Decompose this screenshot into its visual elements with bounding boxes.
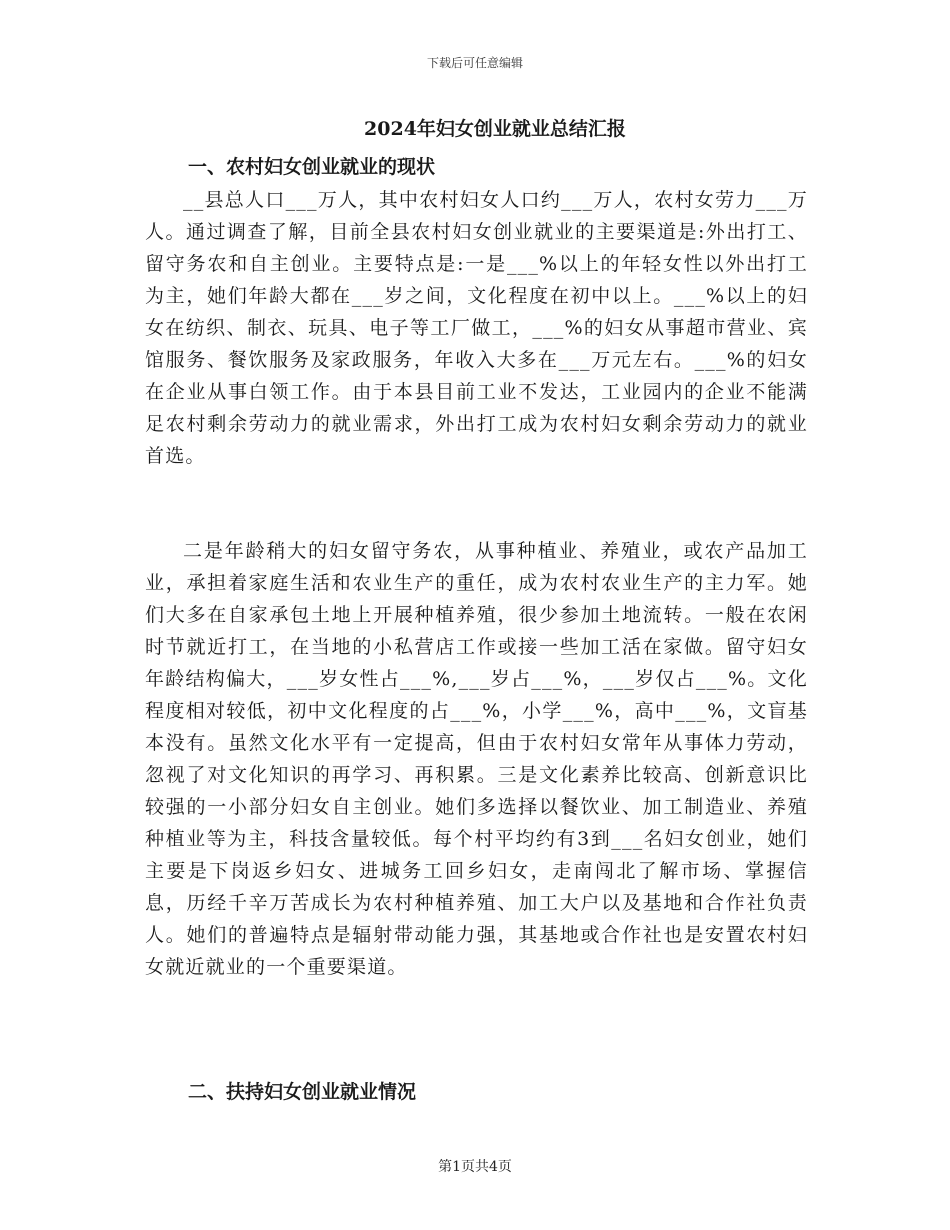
section-heading-2: 二、扶持妇女创业就业情况	[188, 1081, 417, 1103]
section-1-paragraph-1	[145, 184, 808, 472]
paragraph-text: 二是年龄稍大的妇女留守务农，从事种植业、养殖业，或农产品加工业，承担着家庭生活和农业生产的重任，成为农村农业生产的主力军。她们大多在自家承包土地上开展种植养殖，很少参加土地流转。一般在农闲时节就近打工，在当地的小私营店工作或接一些加工活在家做。留守妇女年龄结构偏大，___岁女性占___%,___岁占___%，___岁仅占___%。文化程度相对较低，初中文化程度的占___%，小学___%，高中___%，文盲基本没有。虽然文化水平有一定提高，但由于农村妇女常年从事体力劳动，忽视了对文化知识的再学习、再积累。三是文化素养比较高、创新意识比较强的一小部分妇女自主创业。她们多选择以餐饮业、加工制造业、养殖种植业等为主，科技含量较低。每个村平均约有3到___名妇女创业，她们主要是下岗返乡妇女、进城务工回乡妇女，走南闯北了解市场、掌握信息，历经千辛万苦成长为农村种植养殖、加工大户以及基地和合作社负责人。她们的普遍特点是辐射带动能力强，其基地或合作社也是安置农村妇女就近就业的一个重要渠道。	[145, 540, 808, 978]
section-heading-1: 一、农村妇女创业就业的现状	[188, 156, 436, 178]
paragraph-text: __县总人口___万人，其中农村妇女人口约___万人，农村女劳力___万人。通过调查了解，目前全县农村妇女创业就业的主要渠道是:外出打工、留守务农和自主创业。主要特点是:一是___%以上的年轻女性以外出打工为主，她们年龄大都在___岁之间，文化程度在初中以上。___%以上的妇女在纺织、制衣、玩具、电子等工厂做工，___%的妇女从事超市营业、宾馆服务、餐饮服务及家政服务，年收入大多在___万元左右。___%的妇女在企业从事白领工作。由于本县目前工业不发达，工业园内的企业不能满足农村剩余劳动力的就业需求，外出打工成为农村妇女剩余劳动力的就业首选。	[145, 189, 808, 467]
header-note: 下载后可任意编辑	[426, 56, 523, 70]
page-footer: 第1页共4页	[438, 1159, 512, 1175]
section-1-paragraph-2	[145, 535, 808, 983]
document-title: 2024年妇女创业就业总结汇报	[364, 118, 626, 140]
